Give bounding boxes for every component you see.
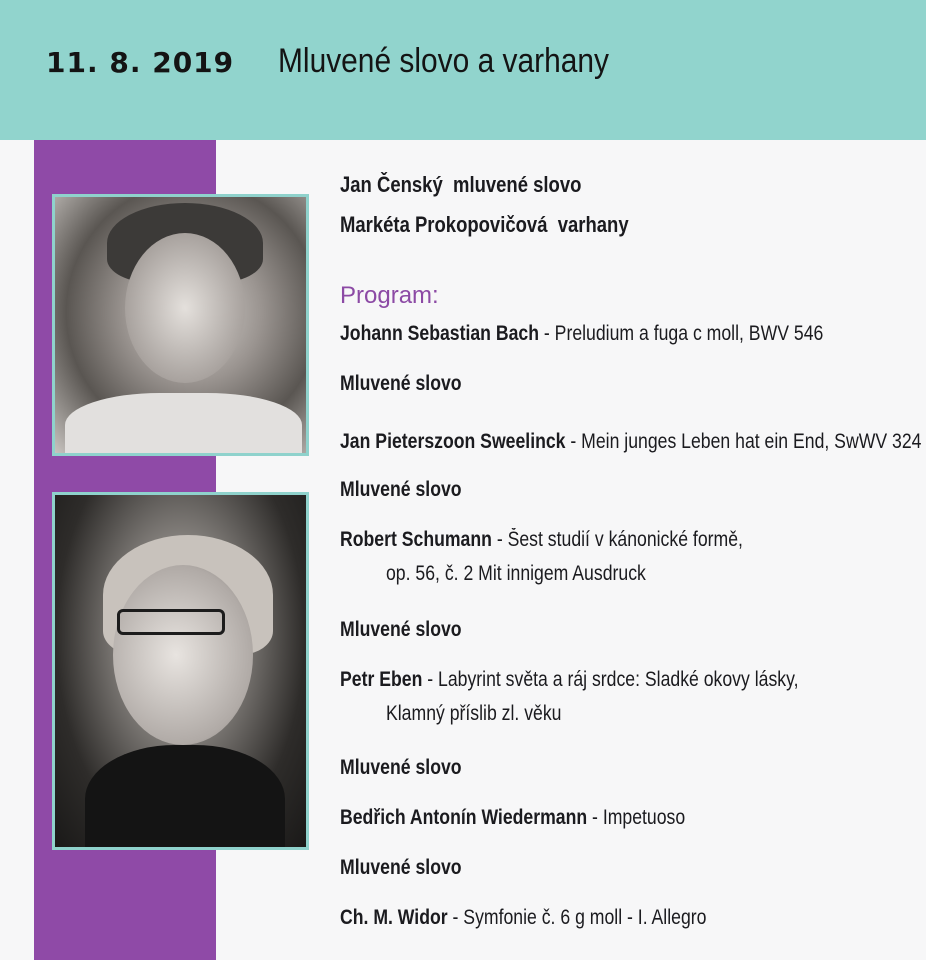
performer-role: mluvené slovo: [453, 172, 582, 197]
composer: Robert Schumann: [340, 528, 492, 551]
composer: Mluvené slovo: [340, 618, 462, 641]
composer: Jan Pieterszoon Sweelinck: [340, 430, 566, 453]
work: - Impetuoso: [587, 806, 686, 829]
composer: Mluvené slovo: [340, 856, 462, 879]
work: - Šest studií v kánonické formě,: [491, 528, 743, 551]
header-band: [0, 0, 926, 140]
performer-role: varhany: [557, 212, 629, 237]
program-label: Program:: [340, 282, 439, 309]
performer-1: [340, 172, 581, 198]
composer: Ch. M. Widor: [340, 906, 448, 929]
program-item: [340, 372, 462, 396]
composer: Mluvené slovo: [340, 478, 462, 501]
program-item: [340, 756, 462, 780]
composer: Bedřich Antonín Wiedermann: [340, 806, 588, 829]
composer: Mluvené slovo: [340, 372, 462, 395]
program-item: [340, 528, 743, 552]
photo-marketa-prokopovicova: [52, 492, 309, 850]
program-item: [340, 322, 823, 346]
composer: Petr Eben: [340, 668, 423, 691]
work: op. 56, č. 2 Mit innigem Ausdruck: [386, 562, 646, 585]
composer: Johann Sebastian Bach: [340, 322, 540, 345]
program-item: [340, 856, 462, 880]
work: - Symfonie č. 6 g moll - I. Allegro: [447, 906, 707, 929]
program-item-continuation: [386, 702, 561, 726]
concert-title: Mluvené slovo a varhany: [278, 42, 609, 80]
photo-jan-censky: [52, 194, 309, 456]
program-item: [340, 668, 799, 692]
performer-2: [340, 212, 629, 238]
program-item: [340, 906, 706, 930]
program-item: [340, 806, 685, 830]
program-item: [340, 430, 921, 454]
work: - Labyrint světa a ráj srdce: Sladké okovy lásky,: [422, 668, 799, 691]
program-item-continuation: [386, 562, 646, 586]
work: Klamný příslib zl. věku: [386, 702, 562, 725]
program-item: [340, 478, 462, 502]
program-item: [340, 618, 462, 642]
work: - Mein junges Leben hat ein End, SwWV 324: [565, 430, 922, 453]
performer-name: Markéta Prokopovičová: [340, 212, 548, 237]
performer-name: Jan Čenský: [340, 172, 443, 197]
composer: Mluvené slovo: [340, 756, 462, 779]
concert-date: 11. 8. 2019: [46, 46, 235, 79]
work: - Preludium a fuga c moll, BWV 546: [539, 322, 824, 345]
